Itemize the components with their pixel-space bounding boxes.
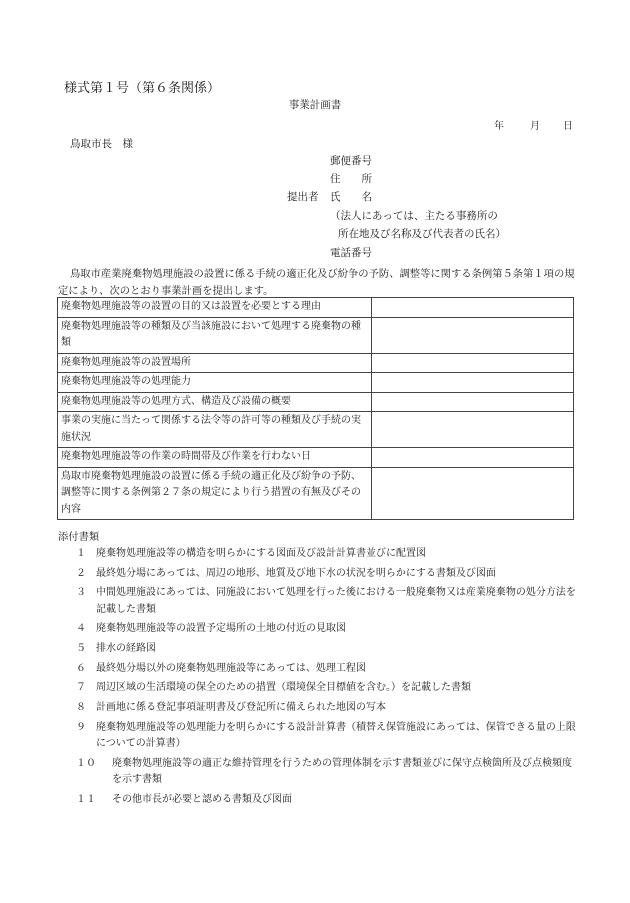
attachment-number: ８ xyxy=(76,702,86,714)
attachment-text: 中間処理施設にあっては、同施設において処理を行った後における一般廃棄物又は産業廃棄物の処分方法を記載した書類 xyxy=(96,587,576,615)
list-item xyxy=(58,720,578,752)
submitter-label: 提出者 xyxy=(287,191,319,203)
date-year: 年 xyxy=(494,121,504,132)
row-label: 鳥取市廃棄物処理施設の設置に係る手続の適正化及び紛争の予防、調整等に関する条例第２７条の規定により行う措置の有無及びその内容 xyxy=(58,467,372,520)
row-value-cell[interactable] xyxy=(372,298,574,318)
row-value-cell[interactable] xyxy=(372,448,574,468)
table-row xyxy=(58,412,574,448)
attachment-text: 計画地に係る登記事項証明書及び登記所に備えられた地図の写本 xyxy=(96,702,386,714)
attachment-number: ６ xyxy=(76,662,86,674)
attachment-number: １１ xyxy=(76,793,96,805)
list-item xyxy=(58,792,578,808)
attachment-text: 廃棄物処理施設等の構造を明らかにする図面及び設計計算書並びに配置図 xyxy=(96,548,426,559)
row-value-cell[interactable] xyxy=(372,467,574,520)
table-row xyxy=(58,317,574,353)
form-number: 様式第１号（第６条関係） xyxy=(64,81,221,96)
attachments-list xyxy=(58,546,578,811)
row-label: 廃棄物処理施設等の処理能力 xyxy=(58,373,372,393)
row-value-cell[interactable] xyxy=(372,392,574,412)
table-row xyxy=(58,353,574,373)
row-value-cell[interactable] xyxy=(372,353,574,373)
row-label: 廃棄物処理施設等の種類及び当該施設において処理する廃棄物の種類 xyxy=(58,317,372,353)
row-value-cell[interactable] xyxy=(372,373,574,393)
date-day: 日 xyxy=(563,121,573,132)
attachment-text: 廃棄物処理施設等の適正な維持管理を行うための管理体制を示す書類並びに保守点検箇所及び点検頻度を示す書類 xyxy=(112,757,572,785)
list-item xyxy=(58,566,578,582)
attachment-number: ７ xyxy=(76,682,86,694)
row-label: 廃棄物処理施設等の処理方式、構造及び設備の概要 xyxy=(58,392,372,412)
document-title: 事業計画書 xyxy=(288,99,342,111)
table-row xyxy=(58,373,574,393)
table-row xyxy=(58,392,574,412)
attachments-heading: 添付書類 xyxy=(58,531,100,543)
attachment-text: 最終処分場以外の廃棄物処理施設等にあっては、処理工程図 xyxy=(96,662,366,674)
row-label: 事業の実施に当たって関係する法令等の許可等の種類及び手続の実施状況 xyxy=(58,412,372,448)
list-item xyxy=(58,621,578,637)
attachment-text: 廃棄物処理施設等の設置予定場所の土地の付近の見取図 xyxy=(96,623,346,635)
attachment-number: １ xyxy=(76,548,86,559)
list-item xyxy=(58,700,578,716)
attachment-text: 排水の経路図 xyxy=(96,643,156,655)
row-value-cell[interactable] xyxy=(372,317,574,353)
list-item xyxy=(58,585,578,617)
attachment-text: 廃棄物処理施設等の処理能力を明らかにする設計計算書（積替え保管施設にあっては、保管できる量の上限についての計算書） xyxy=(96,721,576,750)
row-label: 廃棄物処理施設等の設置場所 xyxy=(58,353,372,373)
address-label: 住 所 xyxy=(330,173,372,185)
intro-paragraph: 鳥取市産業廃棄物処理施設の設置に係る手続の適正化及び紛争の予防、調整等に関する条例第５条第１項の規定により、次のとおり事業計画を提出します。 xyxy=(58,268,575,297)
addressee: 鳥取市長 様 xyxy=(70,138,133,150)
corporate-note-line1: （法人にあっては、主たる事務所の xyxy=(330,210,498,222)
row-value-cell[interactable] xyxy=(372,412,574,448)
phone-label: 電話番号 xyxy=(330,247,372,259)
date-month: 月 xyxy=(530,121,540,132)
attachment-number: ５ xyxy=(76,643,86,655)
list-item xyxy=(58,661,578,677)
row-label: 廃棄物処理施設等の設置の目的又は設置を必要とする理由 xyxy=(58,298,372,318)
table-row xyxy=(58,298,574,318)
list-item xyxy=(58,756,578,788)
list-item xyxy=(58,641,578,657)
attachment-text: 周辺区域の生活環境の保全のための措置（環境保全目標値を含む。）を記載した書類 xyxy=(96,682,471,694)
attachment-text: 最終処分場にあっては、周辺の地形、地質及び地下水の状況を明らかにする書類及び図面 xyxy=(96,567,496,579)
name-label: 氏 名 xyxy=(330,191,372,203)
attachment-number: １０ xyxy=(76,757,96,769)
postal-code-label: 郵便番号 xyxy=(330,155,372,167)
attachment-number: ３ xyxy=(76,587,86,599)
row-label: 廃棄物処理施設等の作業の時間帯及び作業を行わない日 xyxy=(58,448,372,468)
attachment-text: その他市長が必要と認める書類及び図面 xyxy=(112,793,292,805)
attachment-number: ４ xyxy=(76,623,86,635)
table-row xyxy=(58,467,574,520)
business-plan-table xyxy=(57,297,574,520)
list-item xyxy=(58,546,578,562)
list-item xyxy=(58,680,578,696)
attachment-number: ９ xyxy=(76,721,86,733)
attachment-number: ２ xyxy=(76,567,86,579)
corporate-note-line2: 所在地及び名称及び代表者の氏名） xyxy=(338,228,506,240)
table-row xyxy=(58,448,574,468)
